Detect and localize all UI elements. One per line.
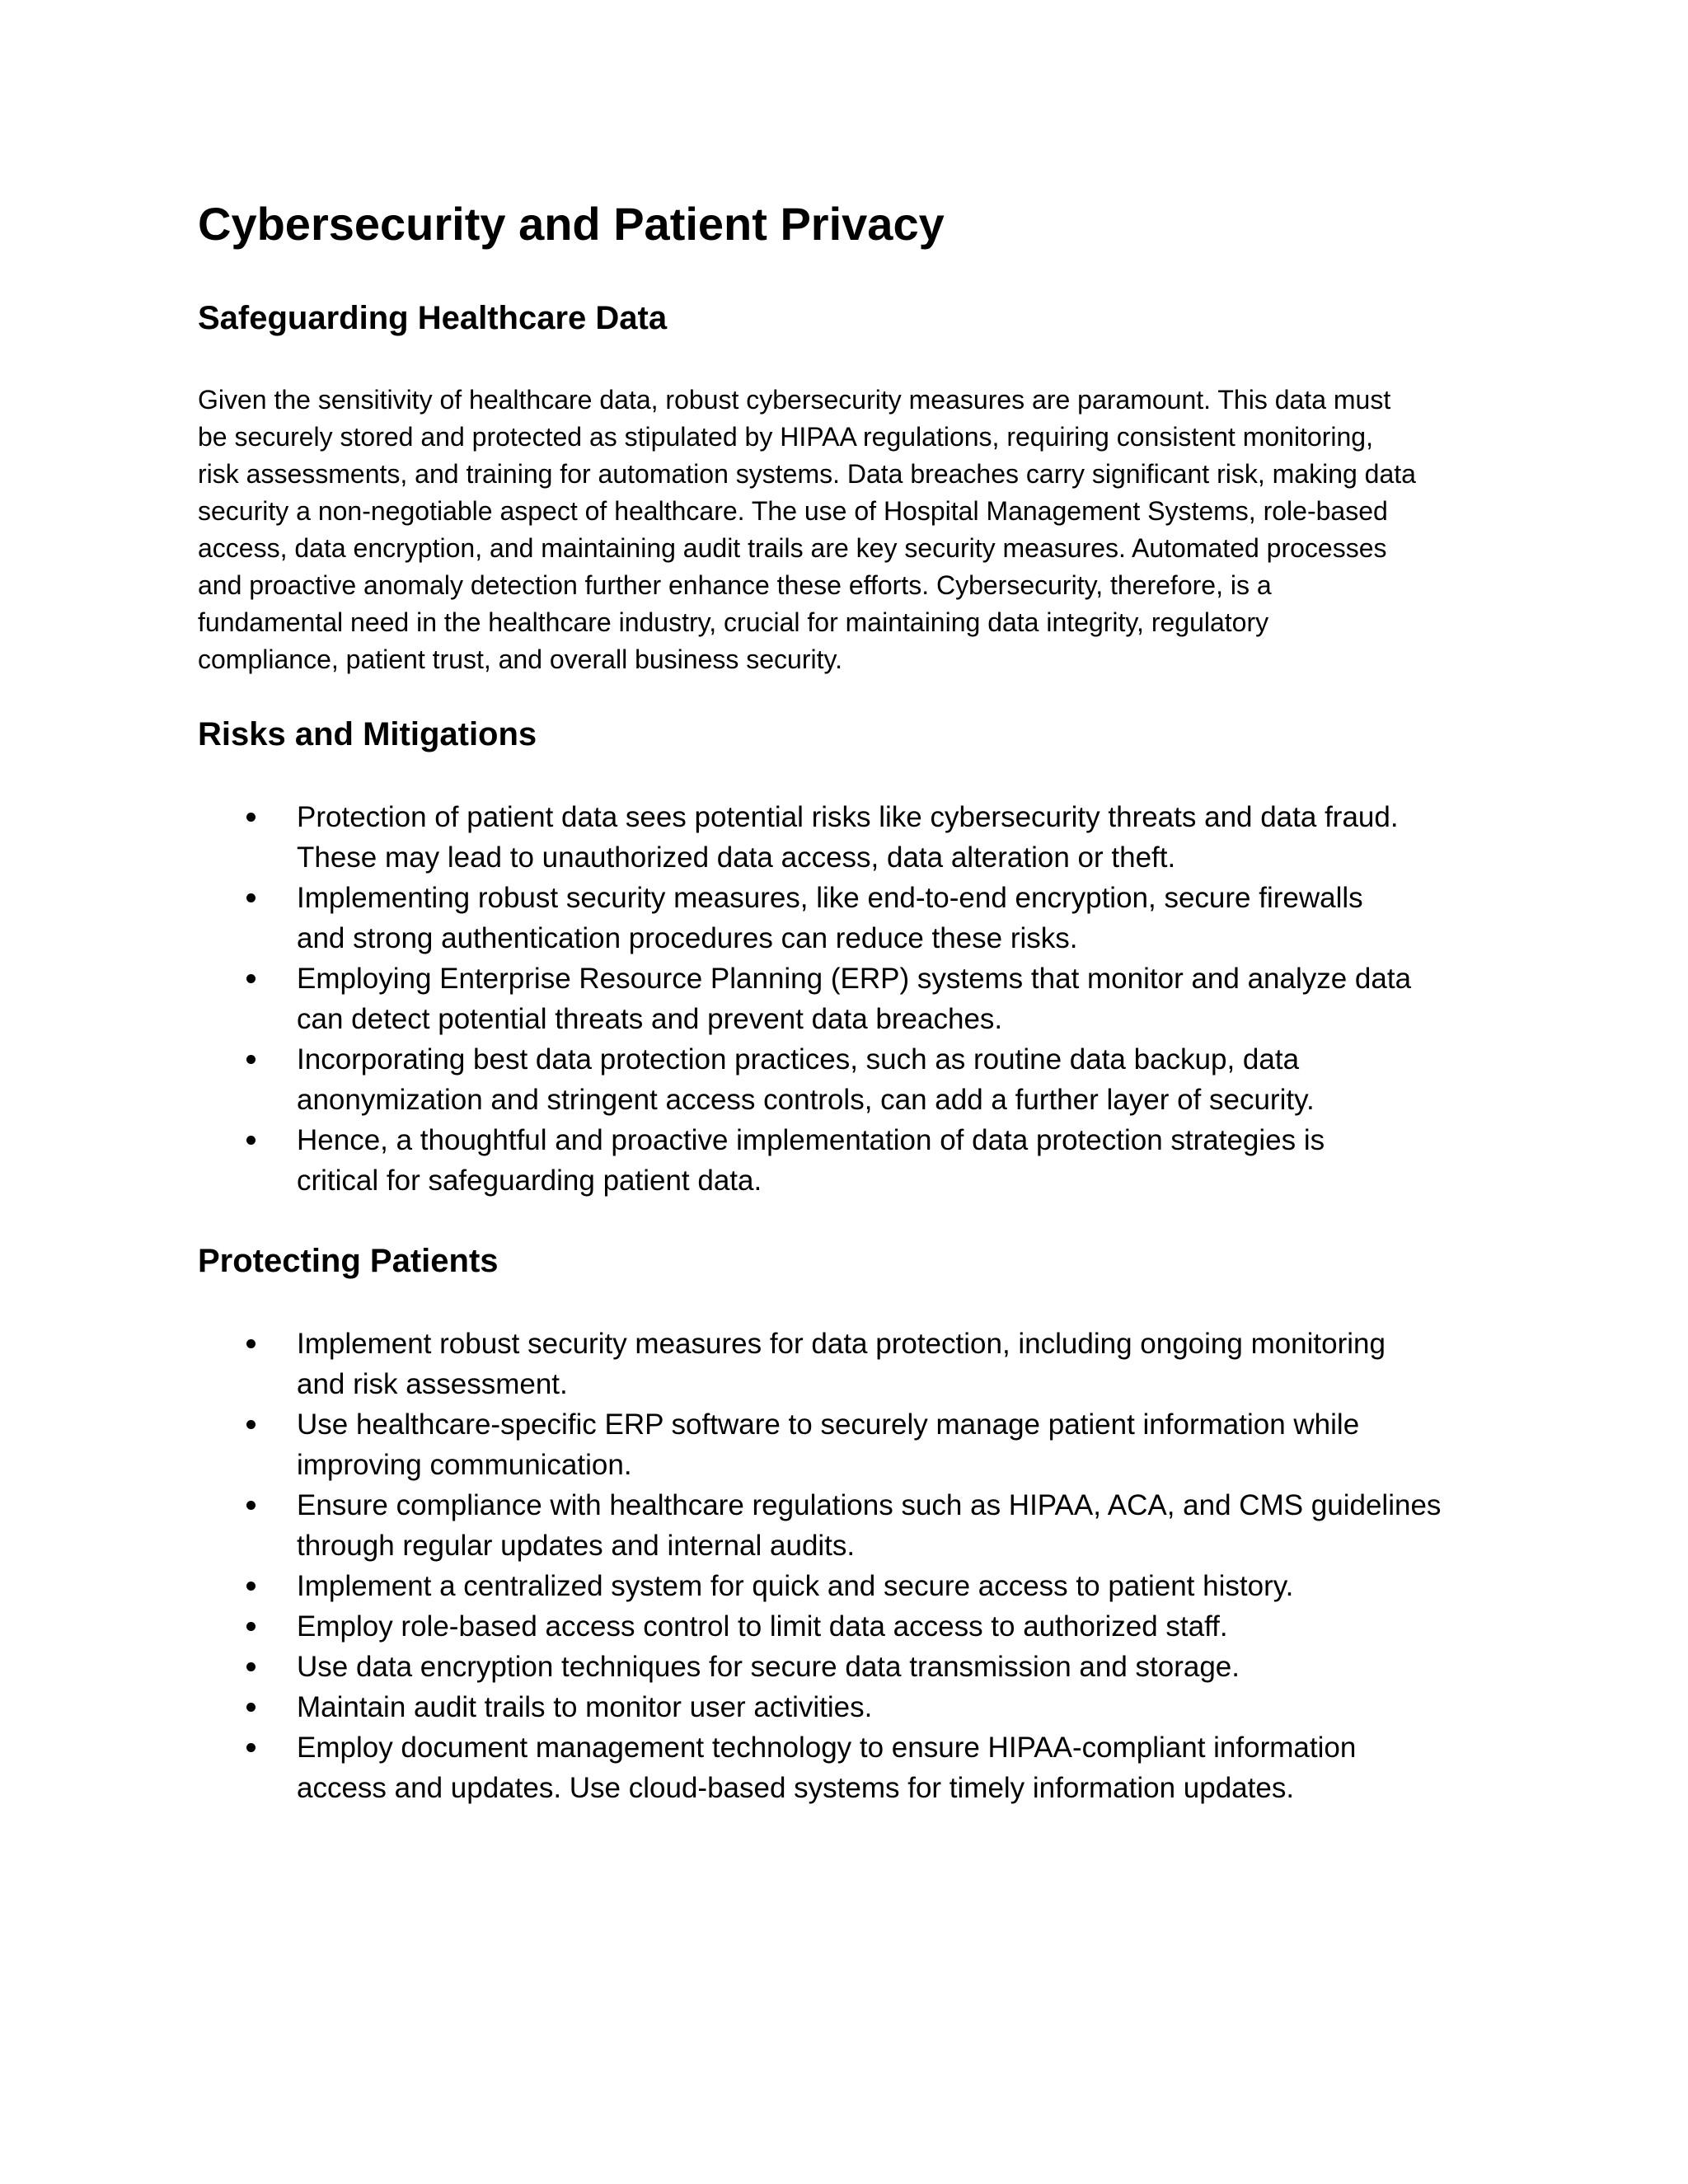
list-item-line: Employ document management technology to ensure HIPAA-compliant information bbox=[297, 1732, 1357, 1764]
bullet-icon bbox=[246, 1662, 256, 1671]
list-item-line: Hence, a thoughtful and proactive implementation of data protection strategies is bbox=[297, 1124, 1325, 1156]
paragraph-line: access, data encryption, and maintaining audit trails are key security measures. Automated processes bbox=[198, 533, 1387, 563]
list-item bbox=[198, 1566, 1517, 1606]
list-item bbox=[198, 1324, 1517, 1404]
list-item bbox=[198, 1687, 1517, 1727]
paragraph-line: and proactive anomaly detection further enhance these efforts. Cybersecurity, therefore, is a bbox=[198, 570, 1272, 600]
list-item-line: critical for safeguarding patient data. bbox=[297, 1165, 762, 1197]
list-item-line: Incorporating best data protection practices, such as routine data backup, data bbox=[297, 1043, 1300, 1076]
list-item bbox=[198, 1120, 1517, 1201]
paragraph-line: Given the sensitivity of healthcare data, robust cybersecurity measures are paramount. This data must bbox=[198, 385, 1391, 415]
list-item-line: and risk assessment. bbox=[297, 1368, 568, 1400]
list-item-line: Maintain audit trails to monitor user activities. bbox=[297, 1691, 873, 1723]
bullet-icon bbox=[246, 1339, 256, 1348]
section-heading-protecting: Protecting Patients bbox=[198, 1243, 499, 1279]
risks-bullet-list bbox=[198, 797, 1517, 1201]
bullet-icon bbox=[246, 893, 256, 902]
bullet-icon bbox=[246, 1622, 256, 1631]
bullet-icon bbox=[246, 1703, 256, 1712]
list-item-line: Use healthcare-specific ERP software to securely manage patient information while bbox=[297, 1408, 1360, 1441]
paragraph-line: compliance, patient trust, and overall business security. bbox=[198, 644, 843, 674]
section-heading-safeguarding: Safeguarding Healthcare Data bbox=[198, 300, 668, 336]
list-item-line: Implement robust security measures for data protection, including ongoing monitoring bbox=[297, 1328, 1386, 1360]
list-item-line: Implement a centralized system for quick and secure access to patient history. bbox=[297, 1570, 1294, 1602]
paragraph-line: fundamental need in the healthcare industry, crucial for maintaining data integrity, regulatory bbox=[198, 607, 1269, 637]
list-item bbox=[198, 1727, 1517, 1808]
list-item-line: Implementing robust security measures, like end-to-end encryption, secure firewalls bbox=[297, 882, 1363, 914]
list-item-line: Protection of patient data sees potential risks like cybersecurity threats and data fraud. bbox=[297, 801, 1399, 833]
list-item-line: through regular updates and internal audits. bbox=[297, 1530, 856, 1562]
list-item-line: and strong authentication procedures can reduce these risks. bbox=[297, 922, 1078, 954]
list-item bbox=[198, 1404, 1517, 1485]
list-item bbox=[198, 958, 1517, 1039]
list-item-line: Employ role-based access control to limit data access to authorized staff. bbox=[297, 1610, 1228, 1643]
paragraph-line: be securely stored and protected as stipulated by HIPAA regulations, requiring consistent monitoring, bbox=[198, 422, 1373, 452]
bullet-icon bbox=[246, 1743, 256, 1752]
bullet-icon bbox=[246, 1055, 256, 1064]
list-item-line: can detect potential threats and prevent data breaches. bbox=[297, 1003, 1003, 1035]
bullet-icon bbox=[246, 813, 256, 822]
list-item-line: anonymization and stringent access controls, can add a further layer of security. bbox=[297, 1084, 1315, 1116]
bullet-icon bbox=[246, 1501, 256, 1510]
bullet-icon bbox=[246, 974, 256, 983]
bullet-icon bbox=[246, 1420, 256, 1429]
paragraph-line: security a non-negotiable aspect of healthcare. The use of Hospital Management Systems, role-based bbox=[198, 496, 1388, 526]
document-title: Cybersecurity and Patient Privacy bbox=[198, 198, 945, 250]
list-item bbox=[198, 1485, 1517, 1566]
safeguarding-paragraph bbox=[198, 382, 1500, 678]
paragraph-line: risk assessments, and training for automation systems. Data breaches carry significant risk, making data bbox=[198, 459, 1416, 489]
list-item-line: Use data encryption techniques for secure data transmission and storage. bbox=[297, 1651, 1240, 1683]
list-item-line: These may lead to unauthorized data access, data alteration or theft. bbox=[297, 841, 1176, 874]
bullet-icon bbox=[246, 1136, 256, 1145]
list-item bbox=[198, 1647, 1517, 1687]
list-item-line: access and updates. Use cloud-based systems for timely information updates. bbox=[297, 1772, 1295, 1804]
bullet-icon bbox=[246, 1582, 256, 1591]
protecting-bullet-list bbox=[198, 1324, 1517, 1808]
list-item bbox=[198, 878, 1517, 958]
list-item-line: Employing Enterprise Resource Planning (ERP) systems that monitor and analyze data bbox=[297, 963, 1412, 995]
list-item-line: Ensure compliance with healthcare regulations such as HIPAA, ACA, and CMS guidelines bbox=[297, 1489, 1442, 1521]
list-item bbox=[198, 797, 1517, 878]
list-item bbox=[198, 1606, 1517, 1647]
list-item-line: improving communication. bbox=[297, 1449, 632, 1481]
list-item bbox=[198, 1039, 1517, 1120]
section-heading-risks: Risks and Mitigations bbox=[198, 716, 537, 752]
